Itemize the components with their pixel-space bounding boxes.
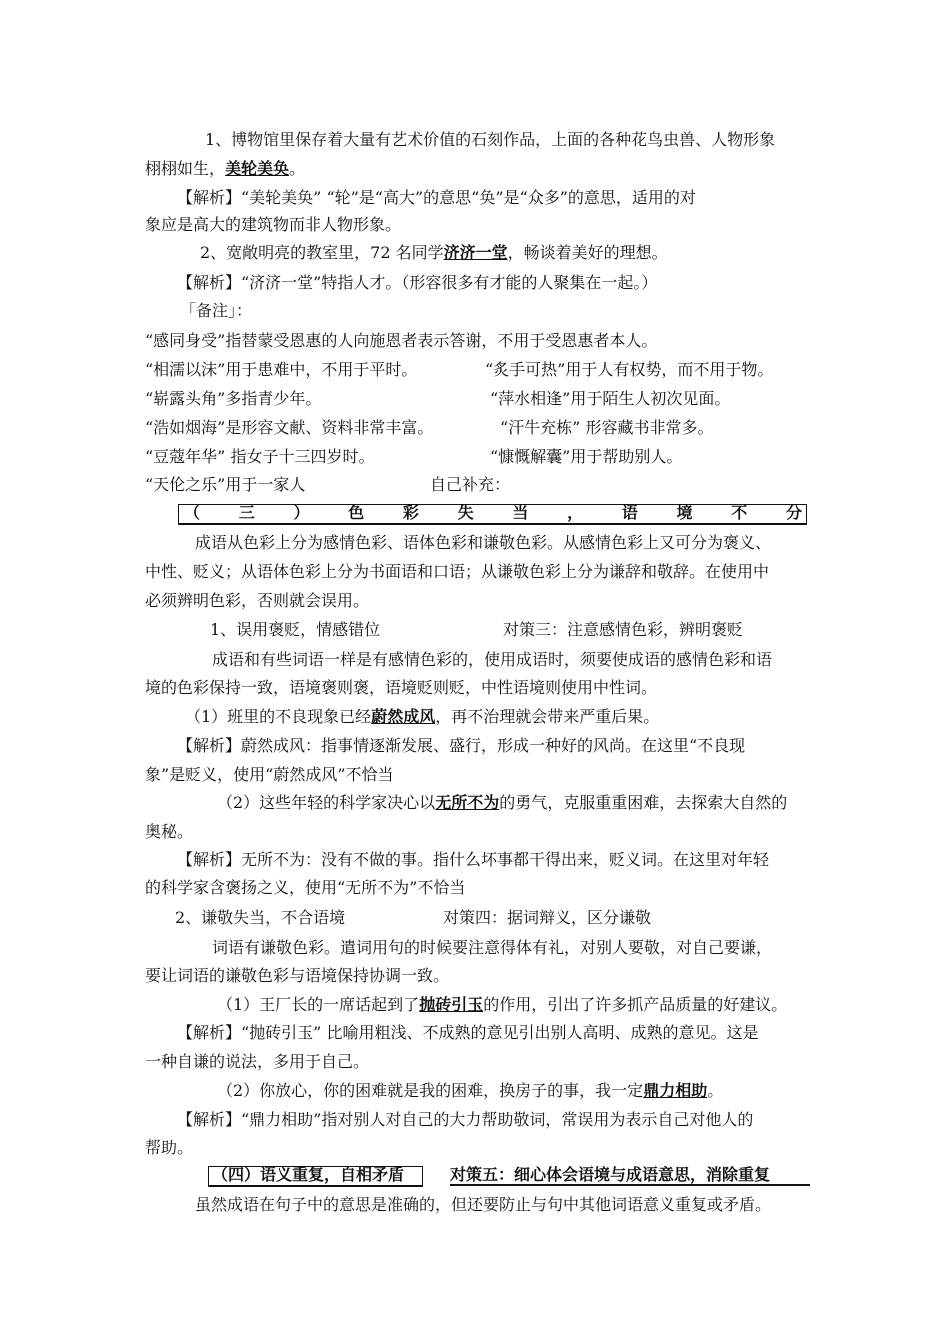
example-1-line2: 栩栩如生，美轮美奂。 bbox=[145, 159, 306, 178]
item-2-heading: 2、谦敬失当，不合语境 对策四：据词辩义，区分谦敬 bbox=[175, 908, 652, 927]
remark-row-5: “豆蔻年华” 指女子十三四岁时。 “慷慨解囊”用于帮助别人。 bbox=[145, 447, 683, 466]
analysis-4-line2: 的科学家含褒扬之义，使用“无所不为”不恰当 bbox=[145, 878, 466, 897]
example-6: （2）你放心，你的困难就是我的困难，换房子的事，我一定鼎力相助。 bbox=[217, 1081, 724, 1100]
item-1-heading: 1、误用褒贬，情感错位 对策三：注意感情色彩，辨明褒贬 bbox=[210, 620, 744, 639]
analysis-6-line1: 【解析】“鼎力相助”指对别人对自己的大力帮助敬词，常误用为表示自己对他人的 bbox=[177, 1110, 754, 1129]
item-2-intro-line1: 词语有谦敬色彩。遣词用句的时候要注意得体有礼，对别人要敬，对自己要谦， bbox=[212, 938, 773, 957]
analysis-1-line2: 象应是高大的建筑物而非人物形象。 bbox=[145, 215, 402, 234]
example-5: （1）王厂长的一席话起到了抛砖引玉的作用，引出了许多抓产品质量的好建议。 bbox=[217, 995, 788, 1014]
example-1-line1: 1、博物馆里保存着大量有艺术价值的石刻作品，上面的各种花鸟虫兽、人物形象 bbox=[205, 130, 776, 149]
idiom-keyword: 济济一堂 bbox=[443, 243, 508, 262]
remark-row-1: “感同身受”指替蒙受恩惠的人向施恩者表示答谢，不用于受恩惠者本人。 bbox=[145, 331, 658, 350]
example-4-line1: （2）这些年轻的科学家决心以无所不为的勇气，克服重重困难，去探索大自然的 bbox=[217, 793, 788, 812]
idiom-keyword: 抛砖引玉 bbox=[419, 995, 484, 1014]
analysis-6-line2: 帮助。 bbox=[145, 1138, 194, 1157]
section-3-intro-line3: 必须辨明色彩，否则就会误用。 bbox=[145, 591, 370, 610]
analysis-1-line1: 【解析】“美轮美奂” “轮”是“高大”的意思“奂”是“众多”的意思，适用的对 bbox=[177, 188, 696, 207]
analysis-2: 【解析】“济济一堂”特指人才。（形容很多有才能的人聚集在一起。） bbox=[177, 273, 658, 292]
section-4-intro: 虽然成语在句子中的意思是准确的，但还要防止与句中其他词语意义重复或矛盾。 bbox=[195, 1195, 772, 1214]
analysis-5-line1: 【解析】“抛砖引玉” 比喻用粗浅、不成熟的意见引出别人高明、成熟的意见。这是 bbox=[177, 1023, 759, 1042]
remark-row-2: “相濡以沫”用于患难中，不用于平时。 “炙手可热”用于人有权势，而不用于物。 bbox=[145, 360, 774, 379]
item-2-intro-line2: 要让词语的谦敬色彩与语境保持协调一致。 bbox=[145, 966, 450, 985]
analysis-3-line1: 【解析】蔚然成风：指事情逐渐发展、盛行，形成一种好的风尚。在这里“不良现 bbox=[177, 736, 746, 755]
item-1-intro-line1: 成语和有些词语一样是有感情色彩的，使用成语时，须要使成语的感情色彩和语 bbox=[212, 650, 773, 669]
section-4-strategy: 对策五：细心体会语境与成语意思，消除重复 bbox=[450, 1164, 810, 1186]
idiom-keyword: 无所不为 bbox=[435, 793, 500, 812]
idiom-keyword: 蔚然成风 bbox=[371, 707, 436, 726]
analysis-5-line2: 一种自谦的说法，多用于自己。 bbox=[145, 1052, 370, 1071]
example-3: （1）班里的不良现象已经蔚然成风，再不治理就会带来严重后果。 bbox=[185, 707, 660, 726]
idiom-keyword: 鼎力相助 bbox=[643, 1081, 708, 1100]
remark-row-6: “天伦之乐”用于一家人 自己补充： bbox=[145, 475, 511, 494]
analysis-3-line2: 象”是贬义，使用“蔚然成风”不恰当 bbox=[145, 765, 394, 784]
example-2: 2、宽敞明亮的教室里，72 名同学济济一堂，畅谈着美好的理想。 bbox=[200, 243, 668, 262]
remark-row-3: “崭露头角”多指青少年。 “萍水相逢”用于陌生人初次见面。 bbox=[145, 389, 731, 408]
remark-label: 「备注」： bbox=[180, 301, 253, 320]
section-3-intro-line1: 成语从色彩上分为感情色彩、语体色彩和谦敬色彩。从感情色彩上又可分为褒义、 bbox=[195, 533, 772, 552]
item-1-intro-line2: 境的色彩保持一致，语境褒则褒，语境贬则贬，中性语境则使用中性词。 bbox=[145, 678, 658, 697]
example-4-line2: 奥秘。 bbox=[145, 822, 194, 841]
remark-row-4: “浩如烟海”是形容文献、资料非常丰富。 “汗牛充栋” 形容藏书非常多。 bbox=[145, 418, 714, 437]
section-3-heading: （三）色彩失当，语境不分 bbox=[184, 503, 802, 522]
idiom-keyword: 美轮美奂 bbox=[225, 159, 290, 178]
analysis-4-line1: 【解析】无所不为：没有不做的事。指什么坏事都干得出来，贬义词。在这里对年轻 bbox=[177, 850, 770, 869]
section-4-heading: （四）语义重复，自相矛盾 bbox=[212, 1165, 405, 1184]
section-3-intro-line2: 中性、贬义；从语体色彩上分为书面语和口语；从谦敬色彩上分为谦辞和敬辞。在使用中 bbox=[145, 562, 770, 581]
